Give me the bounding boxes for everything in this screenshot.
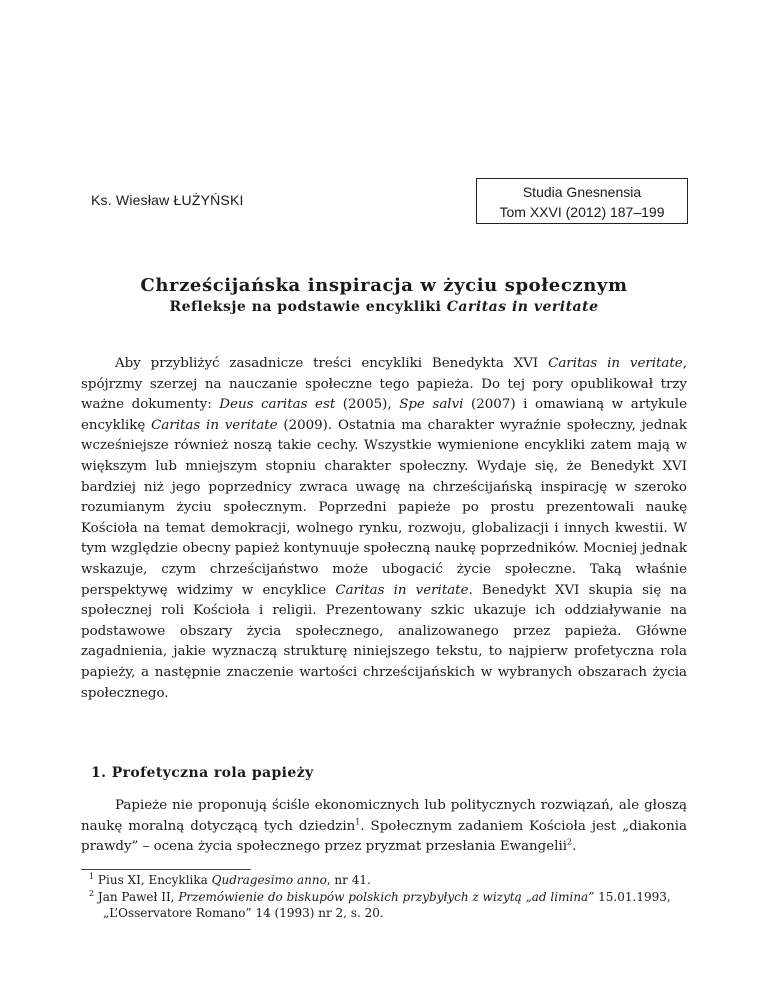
section-heading: 1. Profetyczna rola papieży bbox=[91, 765, 314, 781]
intro-text: (2007) i omawianą w artykule encyklikę bbox=[81, 397, 687, 433]
section-text: . Społecznym zadaniem Kościoła jest „diakonia prawdy” – ocena życia społecznego przez pryzmat przesłania Ewangelii bbox=[81, 818, 687, 855]
document-title: Spe salvi bbox=[399, 397, 464, 413]
article-title: Chrześcijańska inspiracja w życiu społecznym bbox=[140, 275, 628, 296]
document-title: Deus caritas est bbox=[219, 397, 336, 413]
subtitle-encyclical: Caritas in veritate bbox=[446, 299, 599, 315]
intro-text: (2009). Ostatnia ma charakter wyraźnie społeczny, jednak wcześniejsze również noszą takie cechy. Wszystkie wymienione encykliki zatem mają w większym lub mniejszym stopniu charakter społeczny. Wydaje się, że Benedykt XVI bardziej niż jego poprzednicy zwraca uwagę na chrześcijańską inspirację w szeroko rozumianym życiu społecznym. Poprzedni papieże po prostu prezentowali naukę Kościoła na temat demokracji, wolnego rynku, rozwoju, globalizacji i innych kwestii. W tym względzie obecny papież kontynuuje społeczną naukę poprzedników. Mocniej jednak wskazuje, czym chrześcijaństwo może ubogacić życie społeczne. Taką właśnie perspektywę widzimy w encyklice bbox=[81, 417, 687, 598]
footnote-text: Jan Paweł II, bbox=[97, 889, 179, 904]
intro-text: (2005), bbox=[335, 397, 400, 413]
document-title: Caritas in veritate bbox=[335, 582, 469, 598]
footnote-text: Pius XI, Encyklika bbox=[97, 873, 212, 887]
footnote-title: Qudragesimo anno bbox=[211, 873, 327, 887]
footnote-number: 1 bbox=[89, 872, 95, 881]
footnote-divider bbox=[81, 869, 251, 870]
author-name: Ks. Wiesław ŁUŻYŃSKI bbox=[91, 192, 244, 208]
footnote-2 bbox=[81, 889, 687, 922]
footnote-text: 15.01.1993, „L’Osservatore Romano” 14 (1993) nr 2, s. 20. bbox=[103, 889, 671, 920]
intro-text: , spójrzmy szerzej na nauczanie społeczne tego papieża. Do tej pory opublikował trzy ważne dokumenty: bbox=[81, 356, 687, 413]
footnotes bbox=[81, 872, 687, 922]
journal-volume: Tom XXVI (2012) 187–199 bbox=[499, 204, 665, 220]
footnote-number: 2 bbox=[89, 888, 95, 898]
section-paragraph bbox=[81, 796, 687, 858]
document-title: Caritas in veritate bbox=[151, 417, 278, 433]
footnote-title: Przemówienie do biskupów polskich przybyłych z wizytą „ad limina” bbox=[178, 889, 595, 904]
journal-name: Studia Gnesnensia bbox=[522, 184, 642, 200]
journal-info-box bbox=[476, 178, 688, 224]
section-text: Papieże nie proponują ściśle ekonomicznych lub politycznych rozwiązań, ale głoszą naukę moralną dotyczącą tych dziedzin bbox=[81, 798, 687, 834]
footnote-text: , nr 41. bbox=[326, 873, 371, 887]
section-text: . bbox=[572, 839, 577, 855]
intro-encyclical-title: Caritas in veritate bbox=[548, 356, 683, 371]
footnote-ref: 1 bbox=[355, 817, 361, 827]
intro-text: Aby przybliżyć zasadnicze treści encykliki Benedykta XVI bbox=[115, 356, 549, 371]
footnote-ref: 2 bbox=[567, 837, 573, 847]
intro-text: . Benedykt XVI skupia się na społecznej roli Kościoła i religii. Prezentowany szkic ukazuje ich oddziaływanie na podstawowe obszary życia społecznego, analizowanego przez papieża. Główne zagadnienia, jakie wyznaczą strukturę niniejszego tekstu, to najpierw profetyczna rola papieży, a następnie znaczenie wartości chrześcijańskich w wybranych obszarach życia społecznego. bbox=[81, 582, 687, 701]
subtitle-text: Refleksje na podstawie encykliki bbox=[169, 299, 447, 315]
footnote-1 bbox=[81, 872, 687, 889]
article-subtitle bbox=[81, 299, 687, 315]
intro-paragraph bbox=[81, 354, 687, 704]
